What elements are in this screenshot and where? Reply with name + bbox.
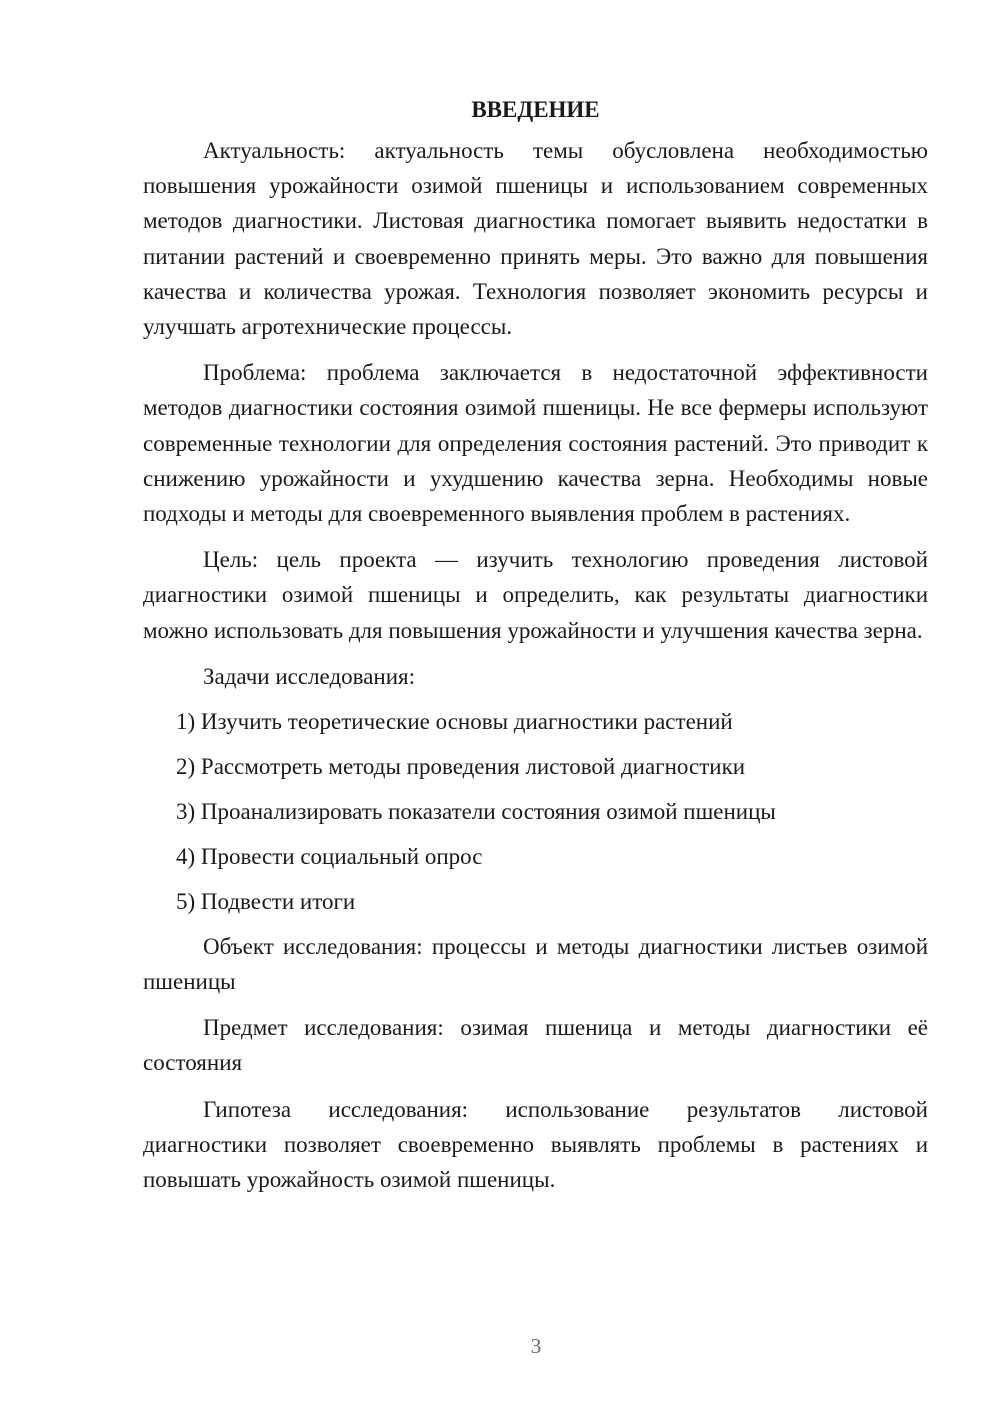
list-item: 3) Проанализировать показатели состояния озимой пшеницы <box>176 798 776 824</box>
paragraph-hypothesis: Гипотеза исследования: использование результатов листовой диагностики позволяет своевременно выявлять проблемы в растениях и повышать урожайность озимой пшеницы. <box>143 1096 928 1193</box>
paragraph-subject: Предмет исследования: озимая пшеница и методы диагностики её состояния <box>143 1015 928 1076</box>
list-item: 4) Провести социальный опрос <box>176 843 483 869</box>
list-item: 1) Изучить теоретические основы диагностики растений <box>176 708 733 734</box>
page-title: ВВЕДЕНИЕ <box>471 97 600 122</box>
tasks-title: Задачи исследования: <box>203 663 416 689</box>
paragraph-object: Объект исследования: процессы и методы диагностики листьев озимой пшеницы <box>143 933 928 995</box>
paragraph-problem: Проблема: проблема заключается в недостаточной эффективности методов диагностики состояния озимой пшеницы. Не все фермеры используют современные технологии для определения состояния растений. Это приводит к снижению урожайности и ухудшению качества зерна. Необходимы новые подходы и методы для своевременного выявления проблем в растениях. <box>143 360 928 527</box>
page-number: 3 <box>530 1334 542 1358</box>
document-page <box>143 92 928 1208</box>
paragraph-goal: Цель: цель проекта — изучить технологию проведения листовой диагностики озимой пшеницы и определить, как результаты диагностики можно использовать для повышения урожайности и улучшения качества зерна. <box>143 547 928 643</box>
task-list <box>143 704 928 919</box>
list-item: 2) Рассмотреть методы проведения листовой диагностики <box>176 753 746 779</box>
list-item: 5) Подвести итоги <box>176 888 356 914</box>
paragraph-relevance: Актуальность: актуальность темы обусловлена необходимостью повышения урожайности озимой пшеницы и использованием современных методов диагностики. Листовая диагностика помогает выявить недостатки в питании растений и своевременно принять меры. Это важно для повышения качества и количества урожая. Технология позволяет экономить ресурсы и улучшать агротехнические процессы. <box>143 138 928 340</box>
